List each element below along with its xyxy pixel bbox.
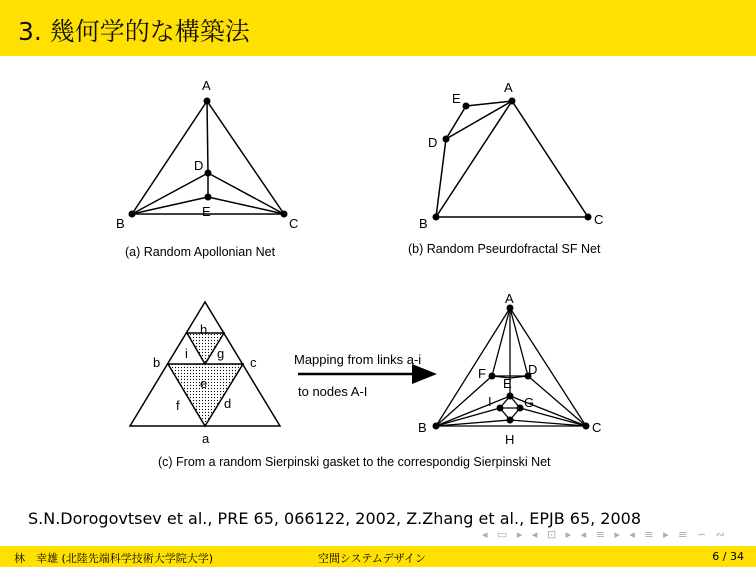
node-c: [281, 211, 288, 218]
label-g: G: [524, 395, 535, 410]
node-a: [204, 98, 211, 105]
label-b: B: [418, 420, 427, 435]
node-c: [585, 214, 592, 221]
node-h: [507, 417, 514, 424]
node-d: [443, 136, 450, 143]
label-c: C: [594, 212, 604, 227]
edge: [207, 101, 208, 173]
node-e: [463, 103, 470, 110]
edge: [492, 308, 510, 376]
footer-bar: [0, 546, 756, 567]
label-d: D: [528, 362, 538, 377]
panel-c-net-nodes: [433, 305, 590, 430]
edge: [208, 173, 284, 214]
mapping-text-line2: to nodes A-I: [298, 384, 368, 399]
label-d: D: [428, 135, 438, 150]
label-c: C: [289, 216, 299, 231]
panel-b-nodes: [433, 98, 592, 221]
label-e: E: [503, 376, 512, 391]
label-e: E: [202, 204, 211, 219]
label-i: i: [185, 346, 188, 361]
node-i: [497, 405, 504, 412]
label-h: H: [505, 432, 515, 447]
footer-page-number: 6 / 34: [712, 550, 744, 563]
node-e: [507, 393, 514, 400]
caption-c: (c) From a random Sierpinski gasket to the correspondig Sierpinski Net: [158, 455, 551, 469]
mapping-text-line1: Mapping from links a-i: [294, 352, 422, 367]
edge: [446, 101, 512, 139]
beamer-navigation-controls[interactable]: ◂ ▭ ▸ ◂ ⊡ ▸ ◂ ≡ ▸ ◂ ≡ ▸ ≡ ∽ ∾: [482, 528, 728, 541]
caption-a: (a) Random Apollonian Net: [125, 245, 276, 259]
node-c: [583, 423, 590, 430]
label-a: A: [504, 80, 513, 95]
label-e: e: [200, 376, 208, 391]
edge: [132, 197, 208, 214]
node-b: [129, 211, 136, 218]
label-a: A: [505, 291, 514, 306]
node-f: [489, 373, 496, 380]
node-b: [433, 214, 440, 221]
label-a: a: [202, 431, 210, 446]
label-e: E: [452, 91, 461, 106]
label-f: F: [478, 366, 486, 381]
label-c: C: [592, 420, 602, 435]
label-c: c: [250, 355, 257, 370]
caption-b: (b) Random Pseurdofractal SF Net: [408, 242, 601, 256]
panel-b-pseudofractal-net: [436, 101, 588, 217]
node-e: [205, 194, 212, 201]
node-b: [433, 423, 440, 430]
label-d: D: [194, 158, 204, 173]
node-a: [509, 98, 516, 105]
label-d: d: [224, 396, 232, 411]
label-i: I: [488, 394, 492, 409]
label-g: g: [217, 346, 225, 361]
label-b: b: [153, 355, 161, 370]
edge: [132, 173, 208, 214]
label-h: h: [200, 322, 208, 337]
label-a: A: [202, 78, 211, 93]
network-construction-diagram: [0, 56, 756, 496]
footer-author: 林 幸雄 (北陸先端科学技術大学院大学): [14, 552, 214, 565]
label-b: B: [116, 216, 125, 231]
citation: S.N.Dorogovtsev et al., PRE 65, 066122, 2002, Z.Zhang et al., EPJB 65, 2008: [28, 509, 642, 528]
label-b: B: [419, 216, 428, 231]
edge: [510, 308, 528, 376]
node-d: [205, 170, 212, 177]
edge: [208, 197, 284, 214]
footer-talk-title: 空間システムデザイン: [318, 552, 426, 565]
node-g: [517, 405, 524, 412]
panel-c-sierpinski-net: [436, 308, 586, 426]
label-f: f: [176, 398, 180, 413]
slide-title: 3. 幾何学的な構築法: [18, 17, 250, 46]
